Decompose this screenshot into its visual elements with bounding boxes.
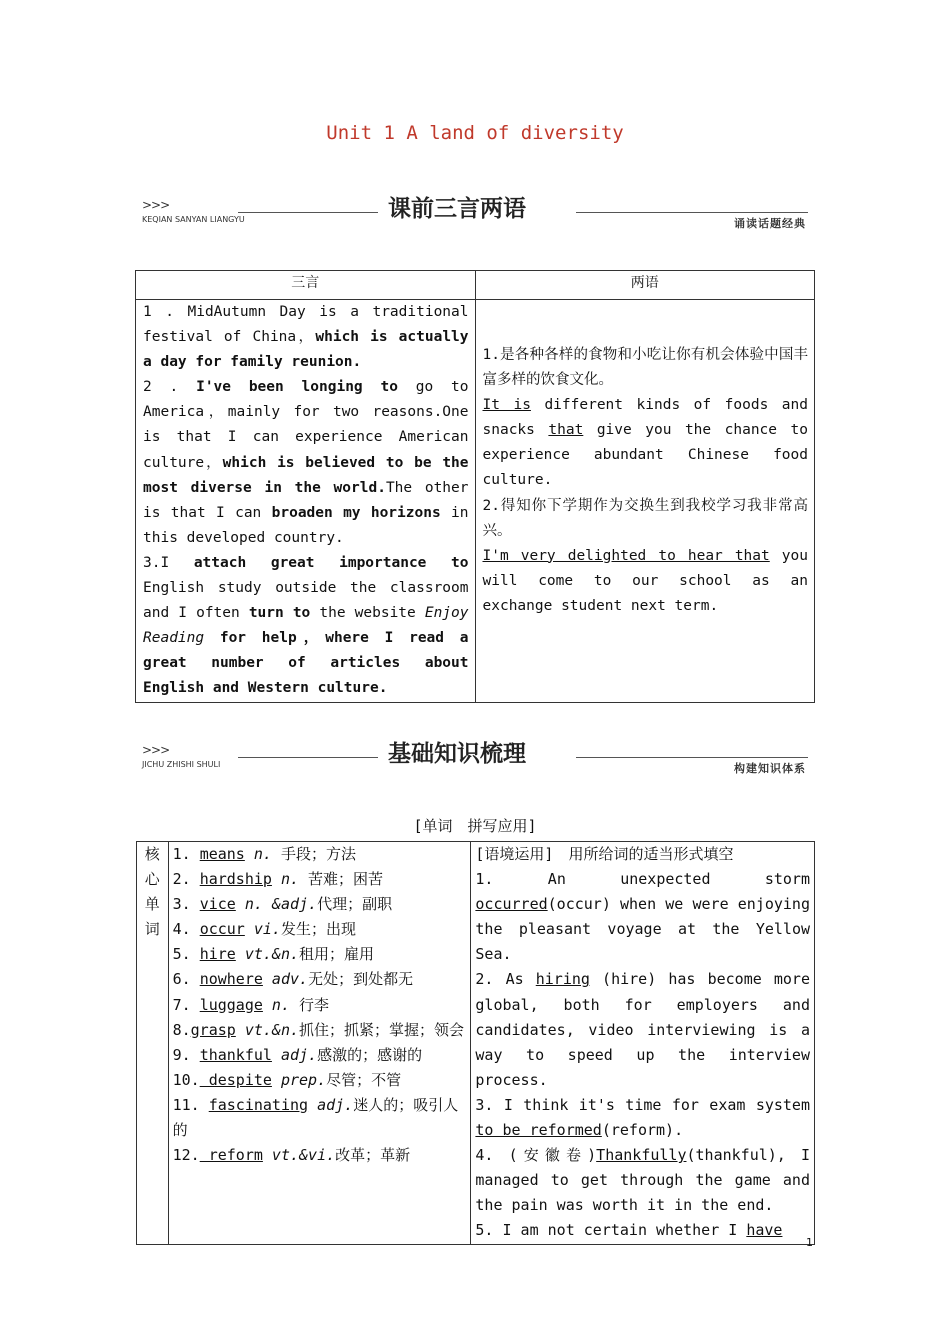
category-cell: 核 心 单 词: [137, 842, 169, 1245]
divider: [238, 212, 378, 213]
vocab-item: 5. hire vt.&n.租用；雇用: [172, 945, 375, 964]
vocab-item: 7. luggage n. 行李: [172, 995, 330, 1014]
banner-subtitle: 构建知识体系: [734, 762, 806, 775]
vocab-item: 1. means n. 手段；方法: [172, 845, 356, 863]
exercise-cell: [语境运用] 用所给词的适当形式填空 1. An unexpected storm occurred(occur) when we were enjoying the pleasant voyage at the Yellow Sea. 2. As hiring (hire) has become more global, both for employers and candidates, video interviewing is a way to speed up the interview process. 3. I think it's time for exam system to be reformed(reform). 4. (安徽卷)Thankfully(thankful), I managed to get through the game and the pain was worth it in the end. 5. I am not certain whether I have: [471, 842, 815, 1245]
vocab-item: 11. fascinating adj.迷人的；吸引人的: [172, 1095, 459, 1140]
banner-subtitle: 诵读话题经典: [734, 217, 806, 230]
vocab-item: 10. despite prep.尽管；不管: [172, 1070, 402, 1089]
banner-heading: 课前三言两语: [388, 196, 526, 222]
banner-heading: 基础知识梳理: [388, 741, 526, 767]
arrows-icon: >>>: [142, 743, 170, 757]
vocab-item: 9. thankful adj.感激的；感谢的: [172, 1045, 423, 1064]
banner-pinyin: KEQIAN SANYAN LIANGYU: [142, 215, 245, 224]
section-banner-preview: [138, 190, 814, 230]
column-header: 两语: [475, 271, 815, 300]
divider: [576, 212, 808, 213]
divider: [576, 757, 808, 758]
vocab-item: 12. reform vt.&vi.改革；革新: [172, 1146, 411, 1165]
arrows-icon: >>>: [142, 198, 170, 212]
vocab-item: 3. vice n. &adj.代理；副职: [172, 895, 393, 914]
vocab-item: 8.grasp vt.&n.抓住；抓紧；掌握；领会: [172, 1020, 465, 1039]
sentences-cell: 1 . MidAutumn Day is a traditional festival of China，which is actually a day for family reunion. 2 . I've been longing to go to America，mainly for two reasons.One is that I can experience American culture，which is believed to be the most diverse in the world.The other is that I can broaden my horizons in this developed country. 3.I attach great importance to English study outside the classroom and I often turn to the website Enjoy Reading for help，where I read a great number of articles about English and Western culture.: [136, 300, 476, 703]
section-banner-basics: [138, 735, 814, 775]
vocab-item: 6. nowhere adv.无处；到处都无: [172, 970, 414, 989]
quotes-table: [135, 270, 815, 703]
vocab-item: 2. hardship n. 苦难；困苦: [172, 870, 384, 889]
vocab-table: [136, 841, 815, 1245]
word-list-cell: [168, 842, 471, 1245]
subheading: [单词 拼写应用]: [413, 817, 537, 835]
unit-title: Unit 1 A land of diversity: [326, 122, 624, 144]
page-number: 1: [806, 1236, 813, 1249]
banner-pinyin: JICHU ZHISHI SHULI: [142, 760, 221, 769]
translation-cell: 1.是各种各样的食物和小吃让你有机会体验中国丰富多样的饮食文化。 It is different kinds of foods and snacks that give you the chance to experience abundant Chinese food culture. 2.得知你下学期作为交换生到我校学习我非常高兴。 I'm very delighted to hear that you will come to our school as an exchange student next term.: [475, 300, 815, 703]
column-header: 三言: [136, 271, 476, 300]
vocab-item: 4. occur vi.发生；出现: [172, 920, 356, 939]
divider: [238, 757, 378, 758]
